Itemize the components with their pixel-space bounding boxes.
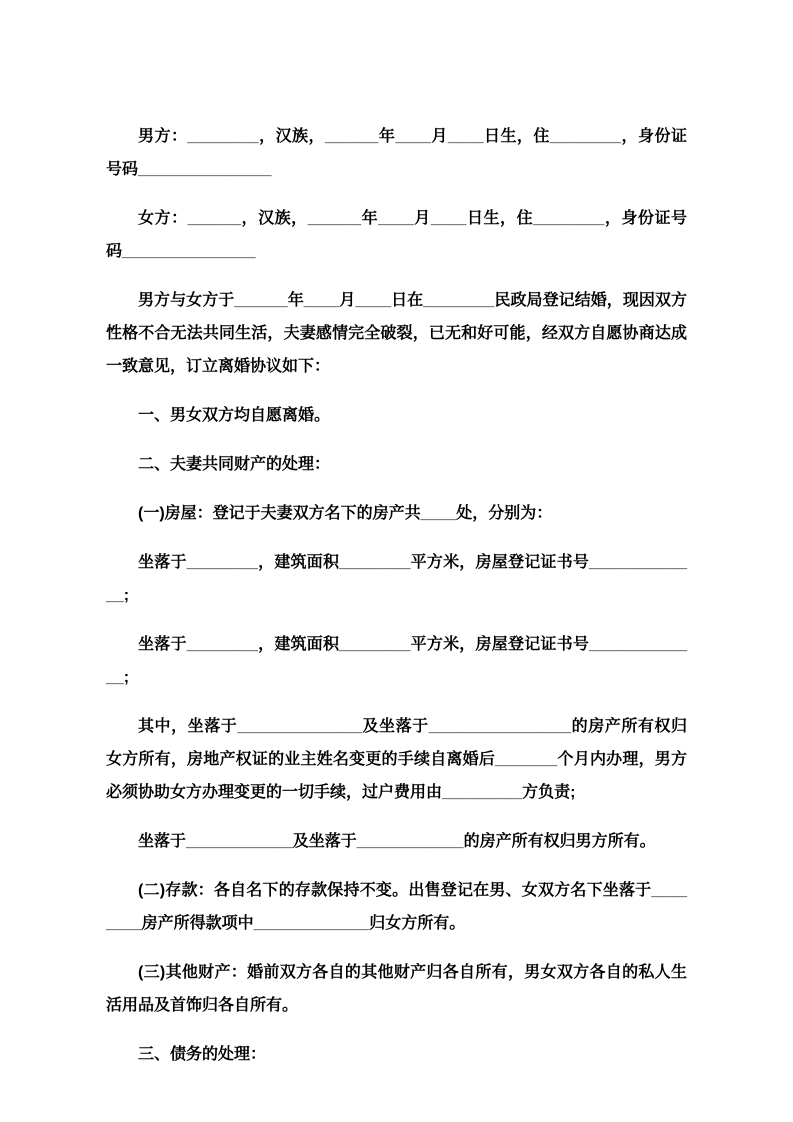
paragraph-wife-info: 女方：______，汉族，______年____月____日生，住________，身份证号码_______________ bbox=[106, 210, 687, 260]
clause-2-house-header: (一)房屋：登记于夫妻双方名下的房产共____处，分别为： bbox=[138, 505, 553, 522]
house-1-detail: 坐落于________，建筑面积________平方米，房屋登记证书号_____________; bbox=[106, 554, 687, 604]
clause-2-other-property: (三)其他财产：婚前双方各自的其他财产归各自所有，男女双方各自的私人生活用品及首饰归各自所有。 bbox=[106, 964, 687, 1014]
clause-2-deposits: (二)存款：各自名下的存款保持不变。出售登记在男、女双方名下坐落于________房产所得款项中_____________归女方所有。 bbox=[106, 882, 687, 932]
clause-3-debts-header: 三、债务的处理： bbox=[138, 1046, 267, 1063]
house-2-detail: 坐落于________，建筑面积________平方米，房屋登记证书号_____________; bbox=[106, 636, 687, 686]
clause-1-voluntary-divorce: 一、男女双方均自愿离婚。 bbox=[138, 407, 331, 424]
house-ownership-husband: 坐落于____________及坐落于____________的房产所有权归男方所有。 bbox=[138, 833, 656, 850]
paragraph-preamble: 男方与女方于______年____月____日在________民政局登记结婚，现因双方性格不合无法共同生活，夫妻感情完全破裂，已无和好可能，经双方自愿协商达成一致意见，订立离婚协议如下： bbox=[106, 292, 687, 375]
clause-2-property-header: 二、夫妻共同财产的处理： bbox=[138, 456, 331, 473]
house-ownership-wife: 其中，坐落于______________及坐落于________________的房产所有权归女方所有，房地产权证的业主姓名变更的手续自离婚后_______个月内办理，男方必须协助女方办理变更的一切手续，过户费用由_________方负责; bbox=[106, 718, 687, 801]
paragraph-husband-info: 男方：________，汉族，______年____月____日生，住________，身份证号码_______________ bbox=[106, 128, 687, 178]
